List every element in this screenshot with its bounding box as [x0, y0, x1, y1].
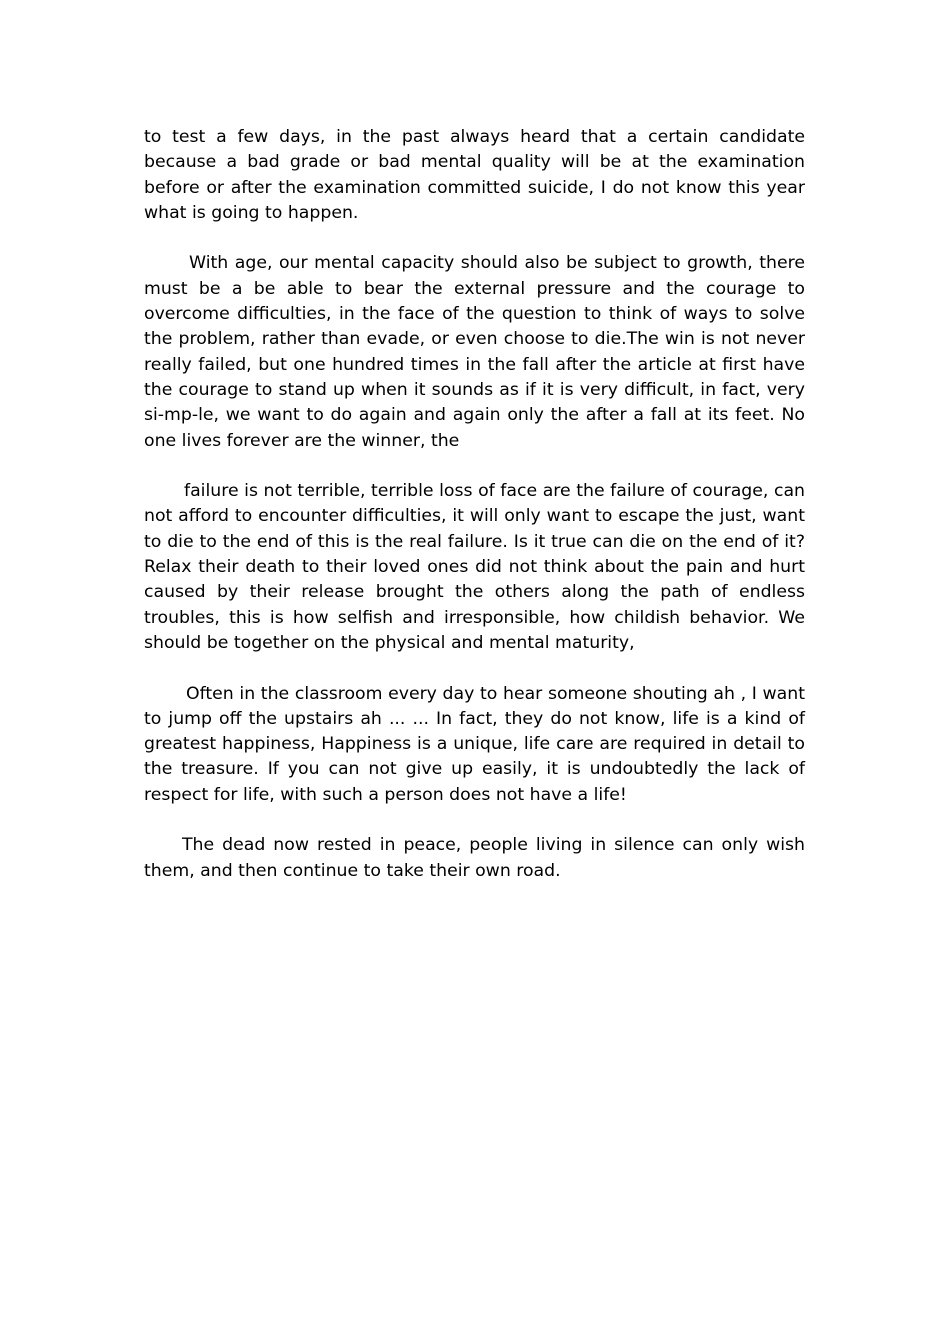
body-text [144, 125, 805, 909]
paragraph-1: to test a few days, in the past always heard that a certain candidate because a bad grade or bad mental quality will be at the examination before or after the examination committed suicide, I do not know this year what is going to happen. [144, 127, 805, 223]
paragraph-5: The dead now rested in peace, people living in silence can only wish them, and then continue to take their own road. [144, 835, 805, 881]
paragraph-2: With age, our mental capacity should also be subject to growth, there must be a be able to bear the external pressure and the courage to overcome difficulties, in the face of the question to think of ways to solve the problem, rather than evade, or even choose to die.The win is not never really failed, but one hundred times in the fall after the article at first have the courage to stand up when it sounds as if it is very difficult, in fact, very si-mp-le, we want to do again and again only the after a fall at its feet. No one lives forever are the winner, the [144, 253, 805, 451]
paragraph-3: failure is not terrible, terrible loss of face are the failure of courage, can not afford to encounter difficulties, it will only want to escape the just, want to die to the end of this is the real failure. Is it true can die on the end of it? Relax their death to their loved ones did not think about the pain and hurt caused by their release brought the others along the path of endless troubles, this is how selfish and irresponsible, how childish behavior. We should be together on the physical and mental maturity, [144, 481, 805, 653]
paragraph-4: Often in the classroom every day to hear someone shouting ah , I want to jump off the upstairs ah ... ... In fact, they do not know, life is a kind of greatest happiness, Happiness is a unique, life care are required in detail to the treasure. If you can not give up easily, it is undoubtedly the lack of respect for life, with such a person does not have a life! [144, 683, 805, 805]
